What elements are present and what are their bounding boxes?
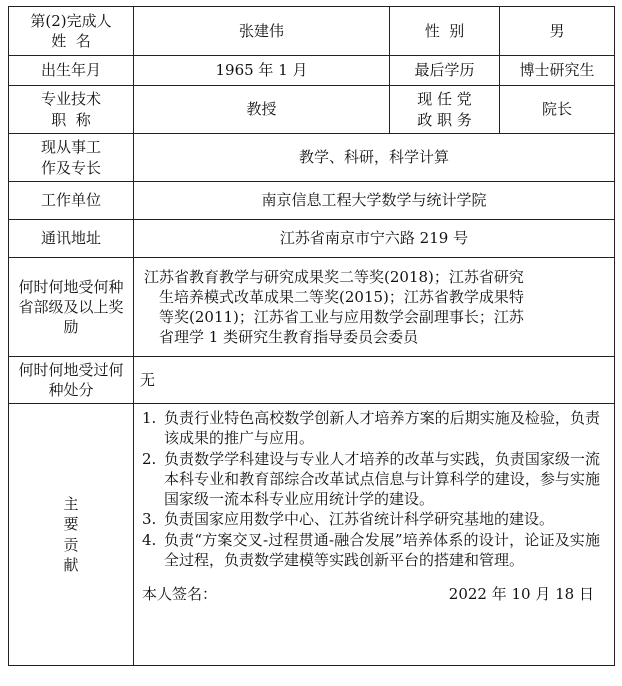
awards-label-line3: 励 bbox=[63, 318, 79, 337]
birth-label: 出生年月 bbox=[9, 56, 134, 86]
awards-line-1: 江苏省教育教学与研究成果奖二等奖(2018)；江苏省研究 bbox=[144, 267, 524, 286]
address-label: 通讯地址 bbox=[9, 220, 134, 258]
contribution-item bbox=[142, 449, 600, 510]
address-value: 江苏省南京市宁六路 219 号 bbox=[134, 220, 615, 258]
gender-value: 男 bbox=[500, 7, 615, 56]
birth-value: 1965 年 1 月 bbox=[134, 56, 390, 86]
punishment-label-line2: 种处分 bbox=[48, 381, 94, 399]
employer-value: 南京信息工程大学数学与统计学院 bbox=[134, 182, 615, 220]
name-label bbox=[9, 7, 134, 56]
row-awards bbox=[9, 258, 615, 357]
employer-label: 工作单位 bbox=[9, 182, 134, 220]
duty-label-line2: 政 职 务 bbox=[417, 110, 472, 129]
contribution-number: 2. bbox=[142, 449, 157, 468]
awards-line-2: 生培养模式改革成果二等奖(2015)；江苏省教学成果特 bbox=[159, 287, 524, 306]
signature-date: 2022 年 10 月 18 日 bbox=[448, 585, 594, 603]
row-name bbox=[9, 7, 615, 56]
row-address bbox=[9, 220, 615, 258]
contribution-number: 1. bbox=[142, 409, 157, 427]
title-label bbox=[9, 86, 134, 134]
contribution-number: 4. bbox=[142, 530, 157, 549]
duty-value: 院长 bbox=[500, 86, 615, 134]
awards-line-3: 等奖(2011)；江苏省工业与应用数学会副理事长；江苏 bbox=[159, 308, 524, 326]
contributions-label-char-4: 献 bbox=[63, 555, 79, 574]
row-punishment bbox=[9, 357, 615, 404]
title-value: 教授 bbox=[134, 86, 390, 134]
gender-label: 性 别 bbox=[390, 7, 500, 56]
awards-label-line2: 省部级及以上奖 bbox=[18, 297, 124, 316]
name-label-line1: 第(2)完成人 bbox=[30, 11, 112, 30]
row-title bbox=[9, 86, 615, 134]
signature-label: 本人签名： bbox=[142, 585, 218, 603]
awards-line-4: 省理学 1 类研究生教育指导委员会委员 bbox=[159, 328, 419, 347]
signature-row bbox=[142, 584, 600, 604]
contributions-label-char-3: 贡 bbox=[63, 535, 79, 554]
expertise-label-line2: 作及专长 bbox=[40, 158, 101, 177]
row-contributions bbox=[9, 404, 615, 666]
expertise-label-line1: 现从事工 bbox=[40, 138, 101, 157]
contributions-label-char-2: 要 bbox=[63, 515, 79, 534]
contribution-text: 负责国家应用数学中心、江苏省统计科学研究基地的建设。 bbox=[164, 510, 555, 529]
row-birth bbox=[9, 56, 615, 86]
contribution-text: 负责“方案交叉-过程贯通-融合发展”培养体系的设计，论证及实施全过程，负责数学建模等实践创新平台的搭建和管理。 bbox=[164, 530, 600, 569]
duty-label-line1: 现 任 党 bbox=[417, 90, 472, 109]
awards-label-line1: 何时何地受何种 bbox=[18, 277, 124, 296]
contribution-item bbox=[142, 408, 600, 449]
row-expertise bbox=[9, 134, 615, 182]
contributions-label bbox=[9, 404, 134, 666]
contributions-value bbox=[134, 404, 615, 666]
title-label-line2: 职 称 bbox=[51, 110, 91, 129]
awards-label bbox=[9, 258, 134, 357]
title-label-line1: 专业技术 bbox=[40, 90, 101, 109]
expertise-value: 教学、科研，科学计算 bbox=[134, 134, 615, 182]
punishment-label bbox=[9, 357, 134, 404]
contribution-text: 负责行业特色高校数学创新人才培养方案的后期实施及检验，负责该成果的推广与应用。 bbox=[164, 409, 600, 448]
awards-value bbox=[134, 258, 615, 357]
education-label: 最后学历 bbox=[390, 56, 500, 86]
punishment-label-line1: 何时何地受过何 bbox=[18, 360, 124, 379]
name-value: 张建伟 bbox=[134, 7, 390, 56]
duty-label bbox=[390, 86, 500, 134]
personal-info-table bbox=[8, 6, 615, 666]
name-label-line2: 姓 名 bbox=[51, 32, 91, 50]
contribution-item bbox=[142, 509, 600, 529]
contribution-number: 3. bbox=[142, 510, 157, 529]
contribution-item bbox=[142, 530, 600, 571]
row-employer bbox=[9, 182, 615, 220]
education-value: 博士研究生 bbox=[500, 56, 615, 86]
punishment-value: 无 bbox=[134, 357, 615, 404]
contributions-label-char-1: 主 bbox=[63, 495, 79, 513]
contribution-text: 负责数学学科建设与专业人才培养的改革与实践，负责国家级一流本科专业和教育部综合改革试点信息与计算科学的建设，参与实施国家级一流本科专业应用统计学的建设。 bbox=[164, 449, 600, 508]
expertise-label bbox=[9, 134, 134, 182]
